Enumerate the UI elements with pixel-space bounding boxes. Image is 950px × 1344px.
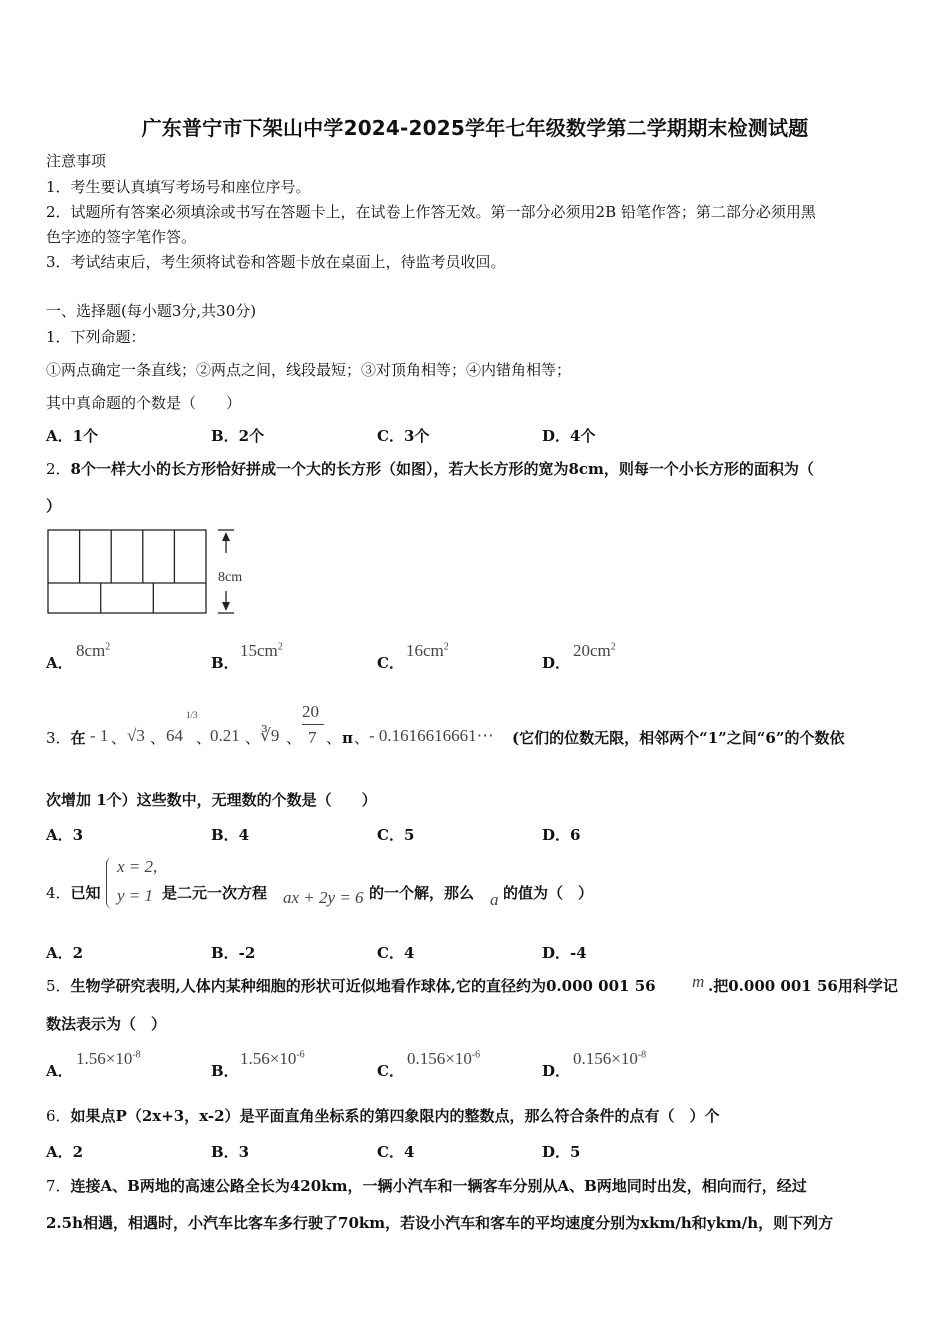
section-heading: 一、选择题(每小题3分,共30分) — [46, 302, 257, 320]
number-item: 0.21 — [210, 726, 240, 745]
separator: 、 — [326, 729, 342, 747]
rectangle-figure — [46, 527, 256, 617]
question-number: 5． — [46, 977, 71, 995]
option-c: C．4 — [377, 944, 415, 962]
option-c: C． — [377, 1062, 404, 1080]
option-letter: A． — [46, 654, 73, 672]
option-a-value — [76, 641, 110, 661]
arrow-up-icon — [222, 532, 230, 541]
arrow-down-icon — [222, 602, 230, 611]
option-a — [46, 652, 73, 673]
option-exponent: -8 — [637, 1049, 647, 1061]
system-equation: y = 1 — [117, 886, 154, 905]
option-a-value — [76, 1049, 141, 1069]
option-b-value — [240, 1049, 305, 1069]
unit: m — [692, 972, 705, 991]
separator: 、 — [286, 729, 302, 747]
number-item: ∛9 — [260, 726, 280, 745]
fraction-denominator: 7 — [308, 728, 317, 747]
separator: 、 — [354, 729, 370, 747]
option-value: 1.56×10 — [76, 1049, 133, 1068]
question-text: 的值为（ ） — [503, 884, 594, 902]
option-letter: C． — [377, 654, 404, 672]
question-text: 次增加 1个）这些数中，无理数的个数是（ ） — [46, 791, 377, 809]
notice-item: 1．考生要认真填写考场号和座位序号。 — [46, 178, 311, 196]
question-5 — [46, 976, 656, 996]
brace-icon — [106, 857, 113, 909]
big-rectangle — [48, 530, 206, 613]
question-2-stem-end: ） — [46, 497, 62, 515]
option-d-value — [573, 1049, 646, 1069]
number-item: π — [342, 729, 353, 747]
option-b: B．3 — [211, 1143, 250, 1161]
option-c: C．3个 — [377, 427, 430, 445]
question-3-prefix — [46, 728, 86, 748]
option-value: 0.156×10 — [407, 1049, 472, 1068]
page-title: 广东普宁市下架山中学2024-2025学年七年级数学第二学期期末检测试题 — [141, 116, 809, 140]
question-7-line: 2.5h相遇，相遇时，小汽车比客车多行驶了70km，若设小汽车和客车的平均速度分别为xkm/h和ykm/h，则下列方 — [46, 1214, 834, 1232]
option-exponent: -8 — [132, 1049, 141, 1061]
question-number: 6． — [46, 1107, 71, 1125]
fraction-bar — [302, 724, 324, 725]
notice-item: 3．考试结束后，考生须将试卷和答题卡放在桌面上，待监考员收回。 — [46, 253, 506, 271]
option-value: 0.156×10 — [573, 1049, 638, 1068]
question-7 — [46, 1176, 807, 1196]
option-exponent: -6 — [296, 1049, 305, 1061]
option-value: 8cm — [76, 641, 106, 660]
option-d-value — [573, 641, 616, 661]
option-c-value — [407, 1049, 480, 1069]
question-6 — [46, 1106, 720, 1126]
number-item: 64 — [166, 726, 183, 745]
option-a: A．1个 — [46, 427, 99, 445]
question-number: 7． — [46, 1177, 71, 1195]
notice-heading: 注意事项 — [46, 152, 107, 170]
question-number: 1． — [46, 328, 71, 346]
separator: 、 — [245, 729, 261, 747]
option-exponent: 2 — [443, 641, 449, 653]
variable: a — [490, 890, 499, 909]
option-c — [377, 652, 404, 673]
option-d: D．4个 — [542, 427, 596, 445]
option-b — [211, 652, 239, 673]
option-a: A．2 — [46, 944, 84, 962]
option-b: B． — [211, 1062, 239, 1080]
option-d: D．5 — [542, 1143, 581, 1161]
question-4-prefix — [46, 883, 101, 903]
number-item: - 0.1616616661⋯ — [369, 726, 494, 745]
question-text: 的一个解，那么 — [369, 884, 475, 902]
equation: ax + 2y = 6 — [283, 888, 364, 907]
option-c: C．5 — [377, 826, 415, 844]
option-d: D．6 — [542, 826, 581, 844]
question-stem: 8个一样大小的长方形恰好拼成一个大的长方形（如图），若大长方形的宽为8cm，则每一个小长方形的面积为（ — [70, 460, 814, 478]
option-d: D． — [542, 1062, 571, 1080]
option-value: 20cm — [573, 641, 611, 660]
option-value: 15cm — [240, 641, 278, 660]
option-letter: B． — [211, 654, 239, 672]
question-stem: 如果点P（2x+3，x-2）是平面直角坐标系的第四象限内的整数点，那么符合条件的点有（ ）个 — [70, 1107, 720, 1125]
fraction-numerator: 20 — [302, 702, 319, 721]
option-d: D．-4 — [542, 944, 587, 962]
question-stem: 连接A、B两地的高速公路全长为420km，一辆小汽车和一辆客车分别从A、B两地同时出发，相向而行，经过 — [70, 1177, 807, 1195]
option-letter: D． — [542, 654, 571, 672]
separator: 、 — [111, 729, 127, 747]
question-1 — [46, 327, 146, 347]
figure-label: 8cm — [218, 570, 243, 585]
notice-item: 色字迹的签字笔作答。 — [46, 228, 197, 246]
exponent-fraction: 1/3 — [186, 710, 198, 720]
question-text: 在 — [70, 729, 86, 747]
question-1-line: ①两点确定一条直线；②两点之间，线段最短；③对顶角相等；④内错角相等； — [46, 361, 572, 379]
option-a: A．2 — [46, 1143, 84, 1161]
question-number: 3． — [46, 729, 71, 747]
question-number: 4． — [46, 884, 71, 902]
option-d — [542, 652, 570, 673]
option-exponent: -6 — [471, 1049, 481, 1061]
question-text: 是二元一次方程 — [162, 884, 268, 902]
question-number: 2． — [46, 460, 71, 478]
option-exponent: 2 — [610, 641, 616, 653]
question-1-line: 其中真命题的个数是（ ） — [46, 394, 242, 412]
option-c: C．4 — [377, 1143, 415, 1161]
option-exponent: 2 — [277, 641, 283, 653]
number-item: - 1 — [90, 726, 109, 745]
separator: 、 — [150, 729, 166, 747]
question-stem: .把0.000 001 56用科学记 — [708, 977, 898, 995]
question-2 — [46, 459, 814, 479]
system-equation: x = 2, — [117, 857, 158, 876]
option-b: B．2个 — [211, 427, 265, 445]
option-a: A．3 — [46, 826, 84, 844]
option-exponent: 2 — [105, 641, 111, 653]
number-item: √3 — [127, 726, 145, 745]
question-stem: 下列命题： — [70, 328, 146, 346]
option-b-value — [240, 641, 283, 661]
question-text: 已知 — [70, 884, 101, 902]
question-text: (它们的位数无限，相邻两个“1”之间“6”的个数依 — [512, 729, 845, 747]
option-value: 1.56×10 — [240, 1049, 297, 1068]
option-c-value — [406, 641, 449, 661]
notice-item: 2．试题所有答案必须填涂或书写在答题卡上，在试卷上作答无效。第一部分必须用2B 铅笔作答；第二部分必须用黑 — [46, 203, 816, 221]
option-b: B．-2 — [211, 944, 256, 962]
option-a: A． — [46, 1062, 73, 1080]
separator: 、 — [196, 729, 212, 747]
question-stem: 生物学研究表明,人体内某种细胞的形状可近似地看作球体,它的直径约为0.000 001 56 — [70, 977, 656, 995]
option-b: B．4 — [211, 826, 250, 844]
question-text: 数法表示为（ ） — [46, 1015, 167, 1033]
option-value: 16cm — [406, 641, 444, 660]
